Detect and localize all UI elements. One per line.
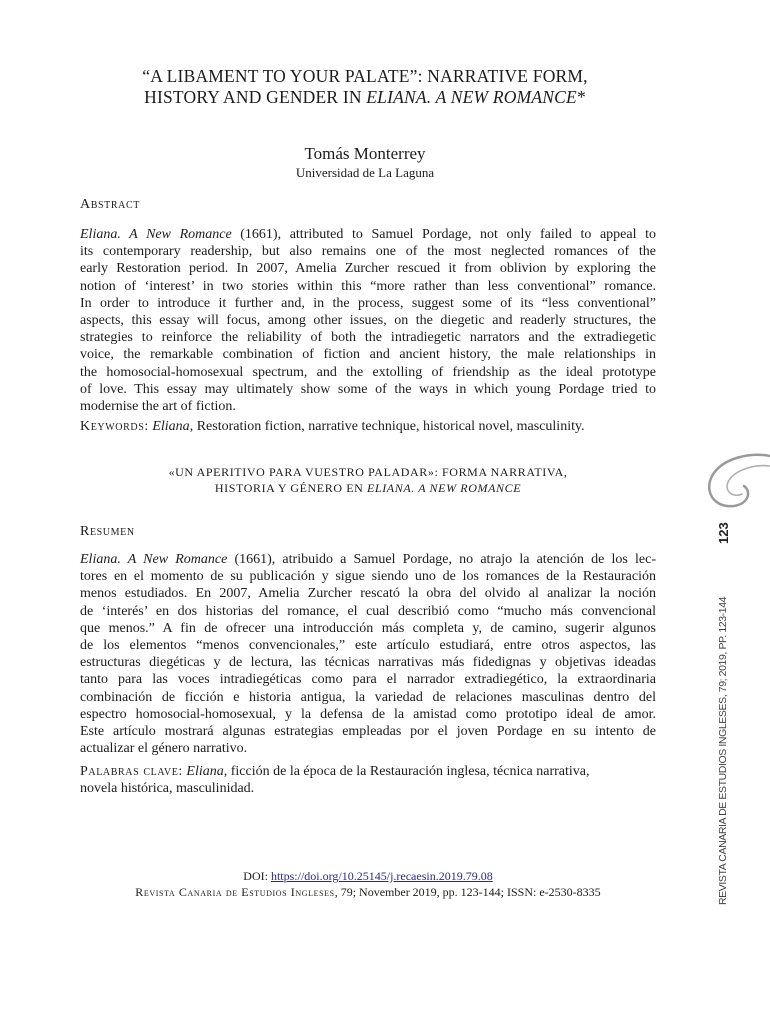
palabras-clave-italic: Eliana (186, 764, 224, 779)
title-line-2-italic: ELIANA. A NEW ROMANCE (366, 87, 577, 107)
article-title (80, 66, 650, 108)
resumen-line: tanto para las voces intradiegéticas como para el narrador extradiegético, la extraordinaria (80, 672, 656, 688)
title-footnote-mark: * (576, 87, 586, 107)
resumen-line: Eliana. A New Romance (1661), atribuido a Samuel Pordage, no atrajo la atención de los lec- (80, 552, 656, 567)
resumen-line: actualizar el género narrativo. (80, 741, 248, 757)
spanish-title-italic: ELIANA. A NEW ROMANCE (367, 480, 522, 495)
abstract-lead-title: Eliana. A New Romance (80, 227, 232, 242)
resumen-line: menos estudiados. En 2007, Amelia Zurcher rescató la obra del olvido al analizar la noción (80, 586, 656, 602)
page-number: 123 (716, 522, 731, 544)
journal-name: Revista Canaria de Estudios Ingleses (135, 885, 335, 899)
abstract-line: of love. This essay may ultimately show some of the ways in which young Pordage tried to (80, 381, 656, 397)
running-head-vertical: REVISTA CANARIA DE ESTUDIOS INGLESES, 79; 2019, PP. 123-144 (717, 596, 729, 905)
resumen-line: que menos.” A fin de ofrecer una introducción más completa y, de camino, sugerir algunos (80, 620, 656, 636)
resumen-lead-title: Eliana. A New Romance (80, 552, 228, 567)
resumen-heading: Resumen (80, 524, 135, 539)
palabras-clave (80, 763, 656, 797)
spanish-title (80, 465, 656, 496)
resumen-line: estructuras diegéticas y de lectura, las técnicas narrativas más fidedignas y objetivas ideadas (80, 655, 656, 671)
palabras-clave-label: Palabras clave: (80, 764, 183, 779)
doi-line (80, 868, 656, 884)
resumen-line: de los elementos “menos convencionales,” este artículo estudiará, entre otros aspectos, las (80, 638, 656, 654)
abstract-line: notion of ‘interest’ in two stories within this “more rather than less conventional” romance. (80, 278, 656, 294)
abstract-line: In order to introduce it further and, in the process, suggest some of its “less conventional” (80, 295, 656, 311)
abstract-line: early Restoration period. In 2007, Amelia Zurcher rescued it from oblivion by exploring the (80, 261, 656, 277)
title-line-2 (80, 87, 650, 108)
title-line-2-plain: HISTORY AND GENDER IN (144, 87, 367, 107)
abstract-text (80, 226, 656, 415)
journal-details: , 79; November 2019, pp. 123-144; ISSN: e-2530-8335 (334, 885, 601, 899)
palabras-clave-line-1: Palabras clave: Eliana, ficción de la época de la Restauración inglesa, técnica narrativa, (80, 764, 590, 779)
palabras-clave-line-2: novela histórica, masculinidad. (80, 781, 255, 797)
abstract-line: strategies to reinforce the reliability of both the intradiegetic narrators and the extradiegetic (80, 330, 656, 346)
resumen-line: combinación de ficción e historia antigua, la variedad de relaciones masculinas dentro del (80, 689, 656, 705)
abstract-line: Eliana. A New Romance (1661), attributed to Samuel Pordage, not only failed to appeal to (80, 227, 656, 242)
resumen-text (80, 551, 656, 757)
abstract-line: the homosocial-homosexual spectrum, and the extolling of friendship as the ideal prototype (80, 364, 656, 380)
resumen-line: espectro homosocial-homosexual, y la defensa de la amistad como prototipo ideal de amor. (80, 706, 656, 722)
title-line-1: “A LIBAMENT TO YOUR PALATE”: NARRATIVE FORM, (142, 66, 588, 86)
resumen-line: de ‘interés’ en dos historias del romance, el cual describió como “mucho más convencional (80, 603, 656, 619)
keyword-italic: Eliana (152, 419, 190, 434)
author-affiliation: Universidad de La Laguna (295, 165, 435, 180)
spanish-title-line-2: HISTORIA Y GÉNERO EN ELIANA. A NEW ROMANCE (214, 480, 522, 495)
decorative-swirl-icon (700, 448, 770, 528)
abstract-line: aspects, this essay will focus, among other issues, on the diegetic and readerly structures, the (80, 313, 656, 329)
journal-citation (80, 884, 656, 900)
resumen-line: Este artículo mostrará algunas estrategias empleadas por el joven Pordage en su intento de (80, 724, 656, 740)
spanish-title-line-1: «UN APERITIVO PARA VUESTRO PALADAR»: FORMA NARRATIVA, (168, 465, 568, 479)
keywords (80, 418, 656, 435)
abstract-line: voice, the remarkable combination of fiction and ancient history, the male relationships in (80, 347, 656, 363)
abstract-line: its contemporary readership, but also remains one of the most neglected romances of the (80, 244, 656, 260)
keywords-label: Keywords: (80, 419, 149, 434)
resumen-line: tores en el momento de su publicación y sigue siendo uno de los romances de la Restauración (80, 569, 656, 585)
abstract-line: modernise the art of fiction. (80, 399, 236, 415)
doi-label: DOI: (243, 869, 271, 883)
doi-link[interactable]: https://doi.org/10.25145/j.recaesin.2019.79.08 (270, 869, 493, 883)
author-name: Tomás Monterrey (304, 144, 426, 163)
keywords-list: , Restoration fiction, narrative technique, historical novel, masculinity. (189, 419, 585, 434)
abstract-heading: Abstract (80, 197, 140, 212)
